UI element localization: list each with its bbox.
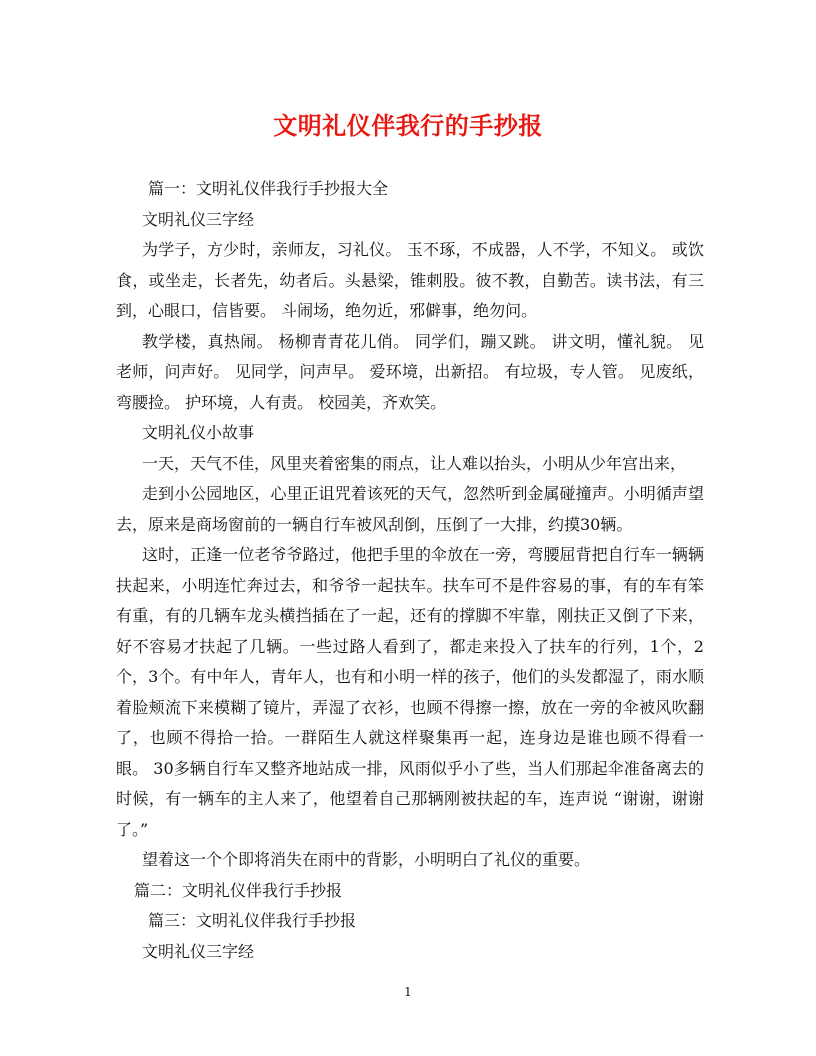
paragraph-story-2: 走到小公园地区，心里正诅咒着该死的天气，忽然听到金属碰撞声。小明循声望去，原来是商场窗前的一辆自行车被风刮倒，压倒了一大排，约摸30辆。 bbox=[116, 484, 704, 534]
subheading-etiquette-story: 文明礼仪小故事 bbox=[142, 423, 255, 442]
document-body bbox=[116, 174, 704, 967]
paragraph-story-3: 这时，正逢一位老爷爷路过，他把手里的伞放在一旁，弯腰屈背把自行车一辆辆扶起来，小明连忙奔过去，和爷爷一起扶车。扶车可不是件容易的事，有的车有笨有重，有的几辆车龙头横挡插在了一起，还有的撑脚不牢靠，刚扶正又倒了下来，好不容易才扶起了几辆。一些过路人看到了，都走来投入了扶车的行列，1个，2个，3个。有中年人，青年人，也有和小明一样的孩子，他们的头发都湿了，雨水顺着脸颊流下来模糊了镜片，弄湿了衣衫，也顾不得擦一擦，放在一旁的伞被风吹翻了，也顾不得拾一拾。一群陌生人就这样聚集再一起，连身边是谁也顾不得看一眼。 30多辆自行车又整齐地站成一排，风雨似乎小了些，当人们那起伞准备离去的时候，有一辆车的主人来了，他望着自己那辆刚被扶起的车，连声说 “谢谢，谢谢了。” bbox=[116, 545, 704, 839]
page-number: 1 bbox=[404, 985, 412, 999]
section-heading-3: 篇三：文明礼仪伴我行手抄报 bbox=[148, 911, 357, 930]
paragraph-three-character-classic-1: 为学子，方少时，亲师友，习礼仪。 玉不琢，不成器，人不学，不知义。 或饮食，或坐走，长者先，幼者后。头悬梁，锥刺股。彼不教，自勤苦。读书法，有三到，心眼口，信皆要。 斗闹场，绝勿近，邪僻事，绝勿问。 bbox=[116, 240, 704, 320]
subheading-three-character-classic: 文明礼仪三字经 bbox=[142, 209, 255, 229]
paragraph-three-character-classic-2: 教学楼，真热闹。 杨柳青青花儿俏。 同学们，蹦又跳。 讲文明，懂礼貌。 见老师，问声好。 见同学，问声早。 爱环境，出新招。 有垃圾，专人管。 见废纸，弯腰捡。 护环境，人有责。 校园美，齐欢笑。 bbox=[116, 331, 704, 412]
section-heading-2: 篇二：文明礼仪伴我行手抄报 bbox=[134, 880, 343, 900]
section-heading-1: 篇一：文明礼仪伴我行手抄报大全 bbox=[148, 179, 389, 198]
document-title: 文明礼仪伴我行的手抄报 bbox=[273, 111, 543, 140]
paragraph-story-1: 一天，天气不佳，风里夹着密集的雨点，让人难以抬头，小明从少年宫出来， bbox=[142, 453, 687, 473]
subheading-three-character-classic-2: 文明礼仪三字经 bbox=[142, 941, 255, 961]
paragraph-story-4: 望着这一个个即将消失在雨中的背影，小明明白了礼仪的重要。 bbox=[142, 850, 591, 869]
